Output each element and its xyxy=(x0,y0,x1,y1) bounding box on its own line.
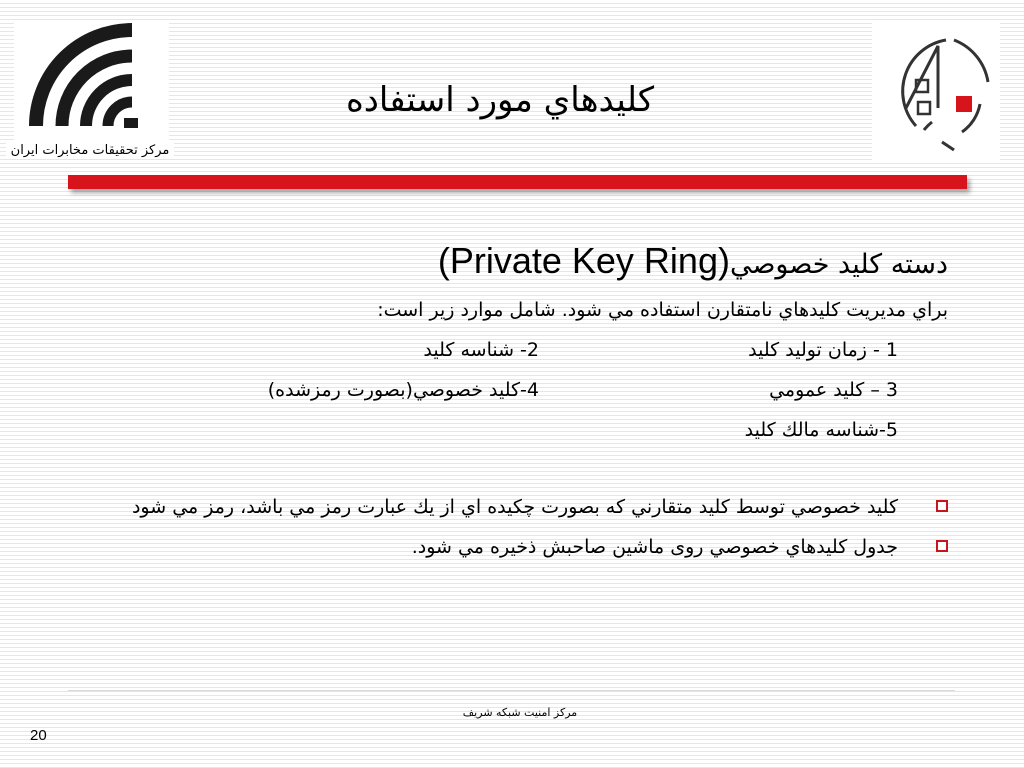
list-item: 4-كليد خصوصي(بصورت رمزشده) xyxy=(267,379,539,401)
heading-persian: دسته كليد خصوصي xyxy=(729,249,948,280)
list-item: 2- شناسه كليد xyxy=(423,339,539,361)
bullet-point xyxy=(132,496,948,518)
sharif-logo xyxy=(872,22,1000,160)
footer-divider xyxy=(68,690,955,691)
iran-telecom-logo xyxy=(14,22,169,140)
bullet-text: جدول كليدهاي خصوصي روی ماشين صاحبش ذخيره مي شود. xyxy=(411,536,898,558)
logo-caption: مركز تحقيقات مخابرات ايران xyxy=(6,142,174,159)
heading-english: (Private Key Ring) xyxy=(437,240,730,281)
bullet-point xyxy=(412,536,948,558)
footer-text: مركز امنيت شبكه شريف xyxy=(462,706,578,719)
square-bullet-icon xyxy=(936,540,948,552)
slide-title: كليدهاي مورد استفاده xyxy=(345,80,655,120)
list-item: 1 - زمان توليد كليد xyxy=(748,339,898,361)
wireless-signal-icon xyxy=(14,22,169,140)
sharif-logo-icon xyxy=(872,22,1000,160)
section-heading xyxy=(438,240,948,282)
list-item: 3 – كليد عمومي xyxy=(769,379,898,401)
list-item: 5-شناسه مالك كليد xyxy=(744,419,898,441)
page-number: 20 xyxy=(30,727,47,744)
title-divider xyxy=(68,175,967,189)
intro-text: براي مديريت كليدهاي نامتقارن استفاده مي شود. شامل موارد زير است: xyxy=(377,299,948,321)
bullet-text: كليد خصوصي توسط كليد متقارني كه بصورت چكيده اي از يك عبارت رمز مي باشد، رمز مي شود xyxy=(131,496,898,518)
square-bullet-icon xyxy=(936,500,948,512)
